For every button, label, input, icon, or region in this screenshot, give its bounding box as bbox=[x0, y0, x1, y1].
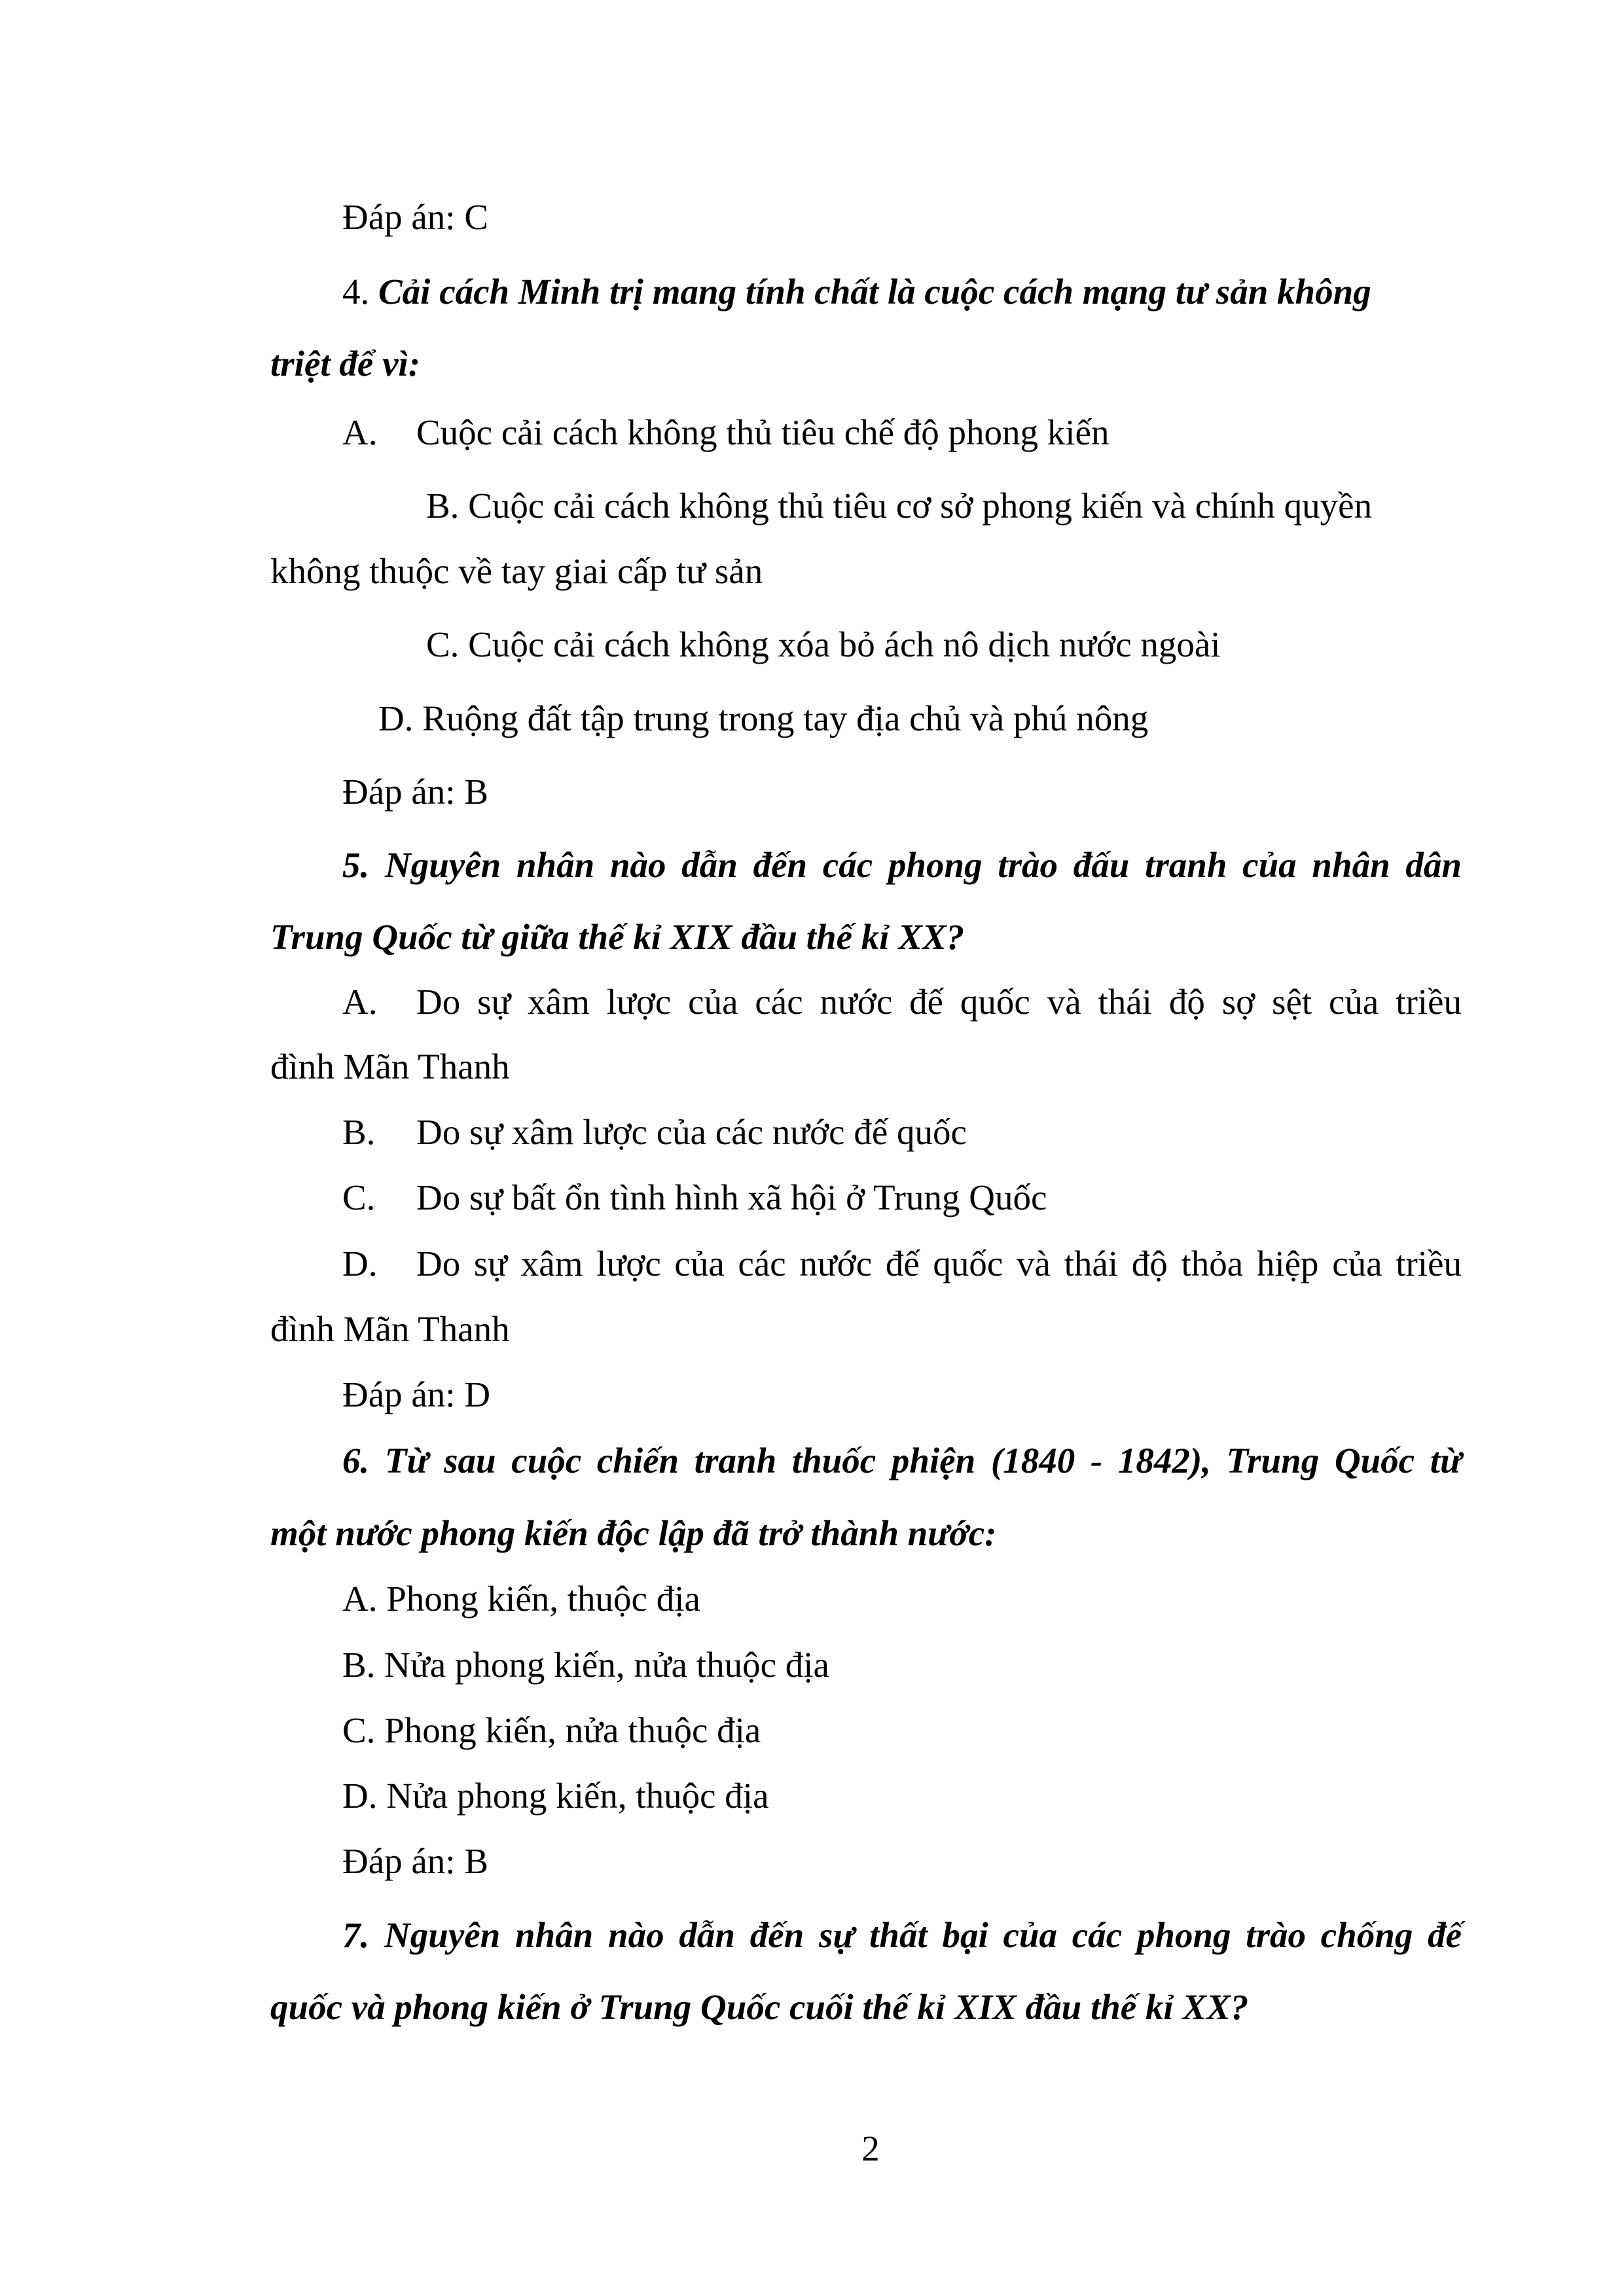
question-4-option-c: C. Cuộc cải cách không xóa bỏ ách nô dịch nước ngoài bbox=[426, 624, 1221, 664]
question-4-line-2: triệt để vì: bbox=[270, 344, 421, 384]
answer-q6: Đáp án: B bbox=[342, 1841, 489, 1881]
question-4-number: 4. bbox=[342, 272, 370, 312]
question-5-option-d-line-2: đình Mãn Thanh bbox=[270, 1309, 510, 1349]
question-5-line-2: Trung Quốc từ giữa thế kỉ XIX đầu thế kỉ XX? bbox=[270, 917, 965, 957]
question-6-option-b: B. Nửa phong kiến, nửa thuộc địa bbox=[342, 1645, 829, 1685]
answer-q3: Đáp án: C bbox=[342, 197, 489, 237]
question-4-option-d: D. Ruộng đất tập trung trong tay địa chủ và phú nông bbox=[378, 698, 1149, 738]
question-5-option-a-line-2: đình Mãn Thanh bbox=[270, 1047, 510, 1086]
page-number: 2 bbox=[861, 2128, 880, 2168]
question-5-option-b bbox=[342, 1114, 967, 1150]
option-label: C. bbox=[342, 1177, 376, 1217]
question-7-line-1: 7. Nguyên nhân nào dẫn đến sự thất bại của các phong trào chống đế bbox=[342, 1915, 1462, 1955]
question-4-option-a bbox=[342, 414, 1109, 450]
question-5-option-d-line-1 bbox=[342, 1246, 1462, 1282]
option-label: B. bbox=[342, 1112, 376, 1152]
option-text: Cuộc cải cách không thủ tiêu chế độ phong kiến bbox=[416, 412, 1110, 452]
question-5-line-1: 5. Nguyên nhân nào dẫn đến các phong trào đấu tranh của nhân dân bbox=[342, 845, 1462, 885]
question-4-text: Cải cách Minh trị mang tính chất là cuộc cách mạng tư sản không bbox=[378, 272, 1371, 312]
question-7-line-2: quốc và phong kiến ở Trung Quốc cuối thế kỉ XIX đầu thế kỉ XX? bbox=[270, 1987, 1249, 2027]
question-4-option-b-line-2: không thuộc về tay giai cấp tư sản bbox=[270, 551, 763, 591]
question-5-option-c bbox=[342, 1179, 1047, 1215]
question-6-line-2: một nước phong kiến độc lập đã trở thành nước: bbox=[270, 1513, 997, 1553]
option-label: A. bbox=[342, 412, 378, 452]
question-6-option-c: C. Phong kiến, nửa thuộc địa bbox=[342, 1710, 761, 1750]
question-6-line-1: 6. Từ sau cuộc chiến tranh thuốc phiện (1840 - 1842), Trung Quốc từ bbox=[342, 1441, 1462, 1480]
question-5-option-a-line-1 bbox=[342, 984, 1462, 1020]
answer-q5: Đáp án: D bbox=[342, 1374, 491, 1414]
option-text: Do sự xâm lược của các nước đế quốc và thái độ sợ sệt của triều bbox=[416, 982, 1462, 1022]
option-text: Do sự bất ổn tình hình xã hội ở Trung Quốc bbox=[416, 1177, 1047, 1217]
option-label: D. bbox=[342, 1244, 378, 1283]
question-4-line-1 bbox=[342, 274, 1371, 310]
question-6-option-a: A. Phong kiến, thuộc địa bbox=[342, 1579, 700, 1619]
question-4-option-b-line-1: B. Cuộc cải cách không thủ tiêu cơ sở phong kiến và chính quyền bbox=[426, 486, 1373, 526]
option-text: Do sự xâm lược của các nước đế quốc và thái độ thỏa hiệp của triều bbox=[416, 1244, 1462, 1283]
answer-q4: Đáp án: B bbox=[342, 772, 489, 812]
question-6-option-d: D. Nửa phong kiến, thuộc địa bbox=[342, 1776, 769, 1816]
option-label: A. bbox=[342, 982, 378, 1022]
option-text: Do sự xâm lược của các nước đế quốc bbox=[416, 1112, 967, 1152]
